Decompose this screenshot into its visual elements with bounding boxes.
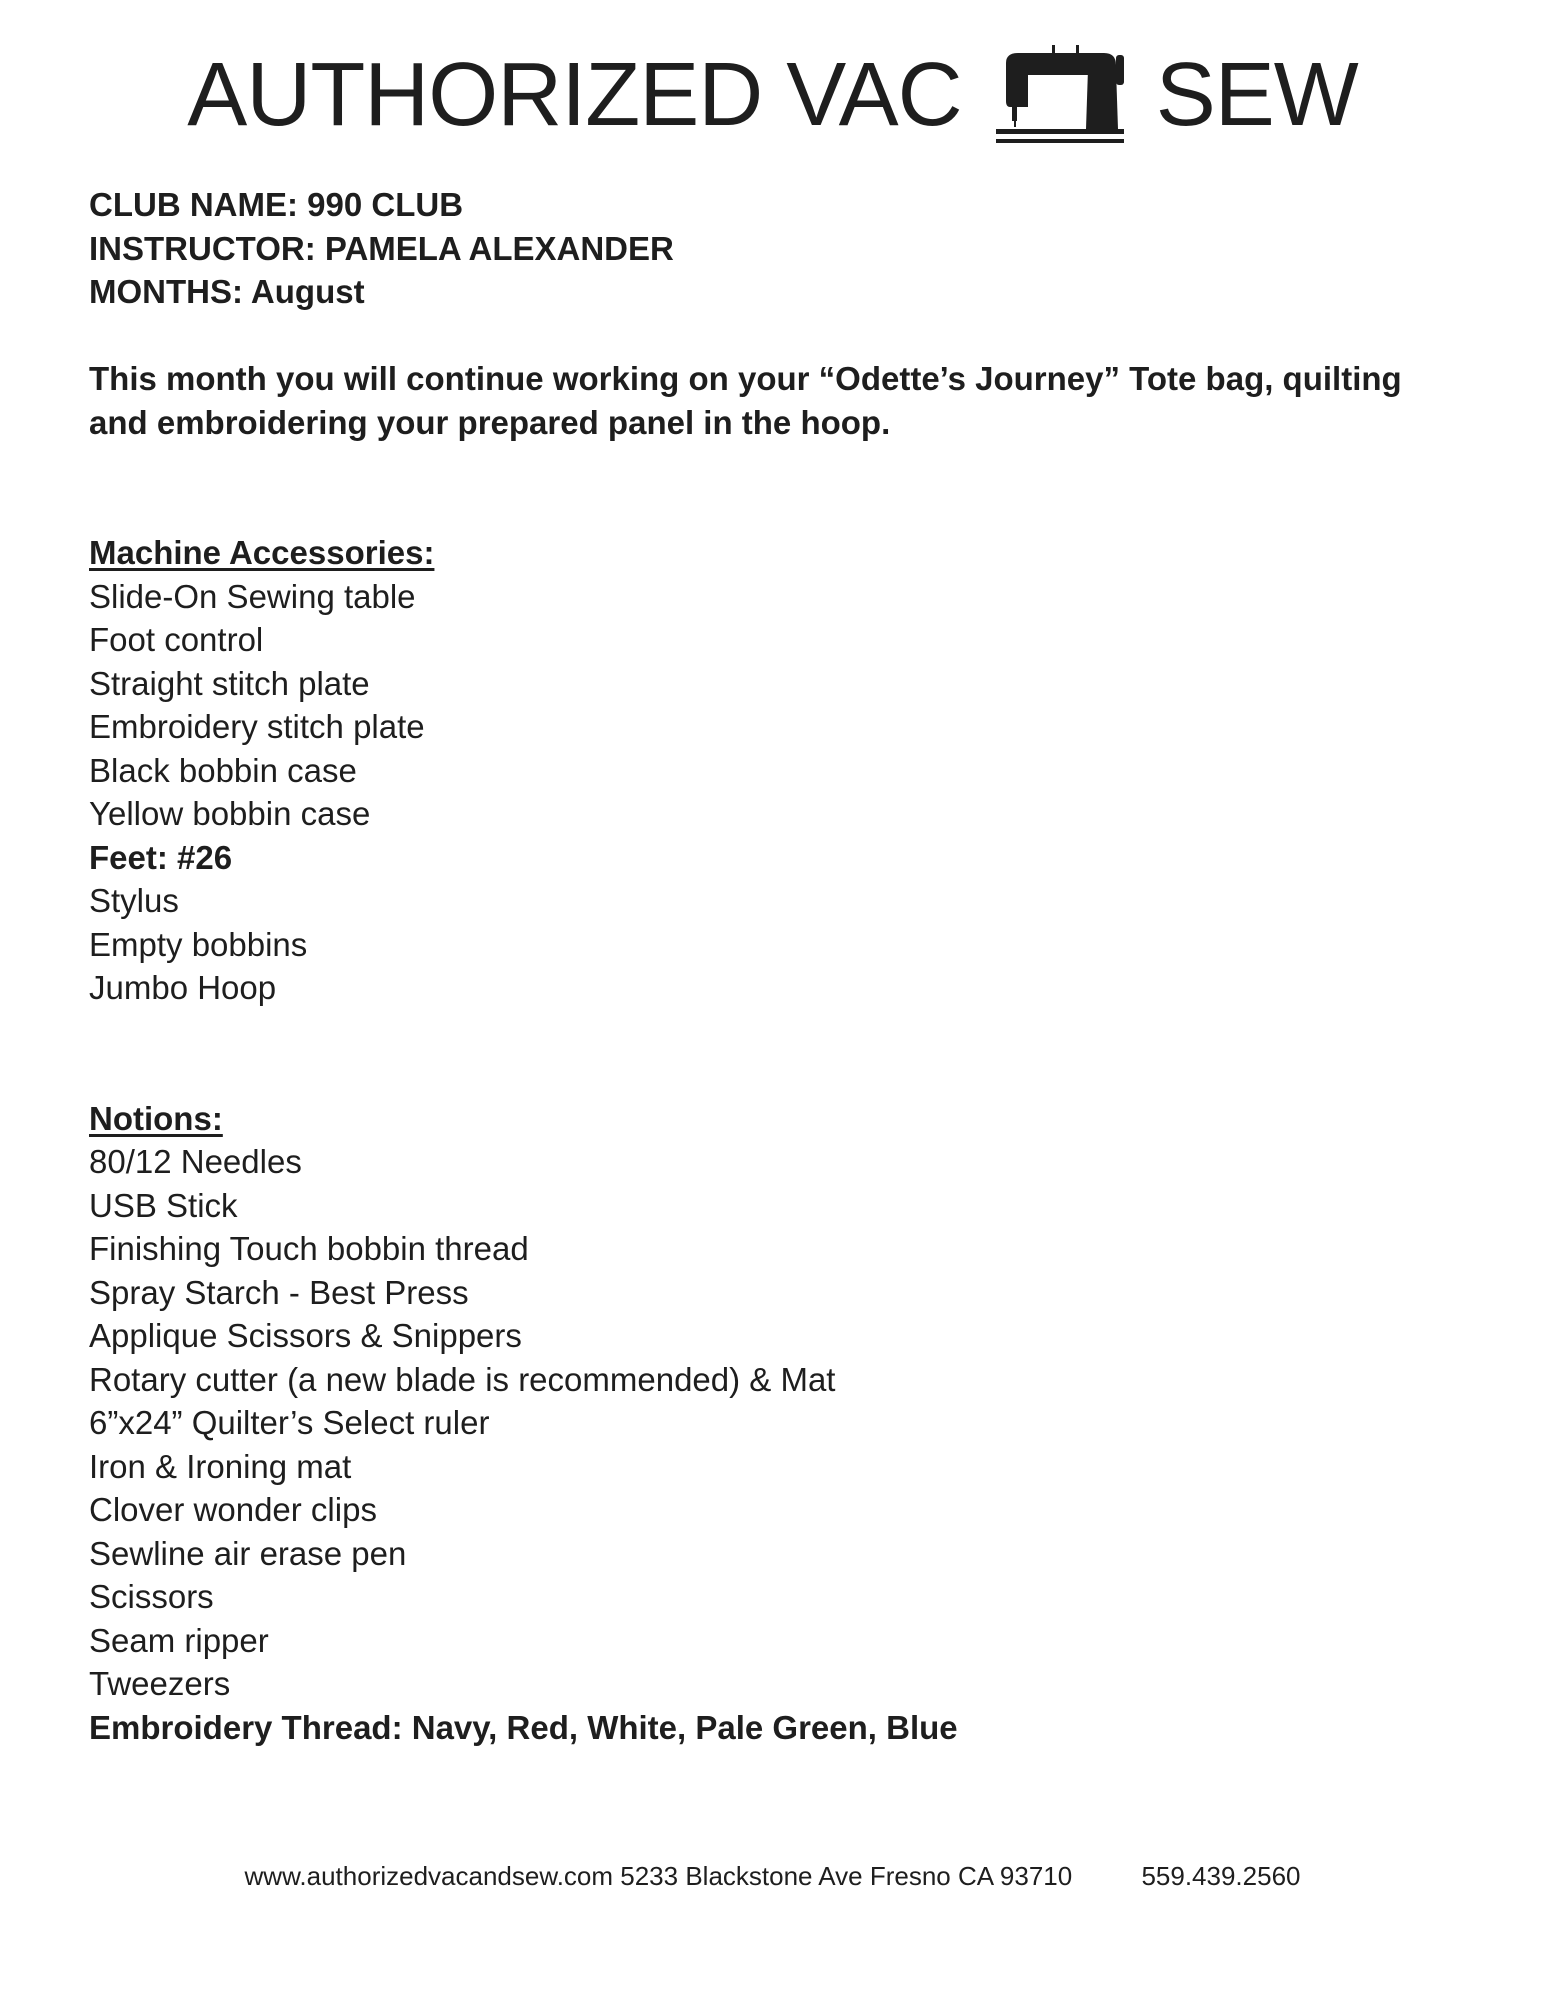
list-item: Spray Starch - Best Press (89, 1273, 469, 1311)
list-item: Empty bobbins (89, 925, 308, 963)
list-item: Applique Scissors & Snippers (89, 1317, 522, 1354)
club-name: CLUB NAME: 990 CLUB (89, 186, 464, 223)
notions-heading: Notions: (89, 1099, 223, 1137)
machine-accessories-list (89, 575, 1469, 1010)
logo-text-right: SEW (1155, 45, 1358, 145)
footer (0, 1858, 1545, 1894)
list-item: Feet: #26 (89, 838, 233, 876)
list-item: 80/12 Needles (89, 1143, 302, 1180)
logo-text-left: AUTHORIZED VAC (187, 45, 962, 145)
list-item: Finishing Touch bobbin thread (89, 1230, 529, 1267)
list-item: Tweezers (89, 1665, 231, 1702)
machine-accessories-heading: Machine Accessories: (89, 534, 435, 571)
notions-list (89, 1140, 1469, 1749)
footer-phone: 559.439.2560 (1141, 1861, 1301, 1891)
list-item: Black bobbin case (89, 751, 357, 789)
list-item: Iron & Ironing mat (89, 1447, 352, 1485)
months: MONTHS: August (89, 273, 365, 310)
list-item: Clover wonder clips (89, 1491, 377, 1528)
list-item: Straight stitch plate (89, 664, 370, 702)
list-item: Sewline air erase pen (89, 1534, 407, 1572)
list-item: Embroidery stitch plate (89, 708, 425, 745)
list-item: Jumbo Hoop (89, 969, 277, 1006)
list-item: 6”x24” Quilter’s Select ruler (89, 1404, 490, 1441)
list-item: Rotary cutter (a new blade is recommended) & Mat (89, 1360, 836, 1398)
brand-logo (0, 40, 1545, 150)
document-body (89, 183, 1469, 1749)
intro-paragraph: This month you will continue working on your “Odette’s Journey” Tote bag, quilting and embroidering your prepared panel in the hoop. (89, 360, 1402, 441)
list-item: USB Stick (89, 1186, 238, 1224)
list-item: Slide-On Sewing table (89, 577, 416, 615)
instructor: INSTRUCTOR: PAMELA ALEXANDER (89, 229, 674, 267)
list-item: Foot control (89, 621, 264, 658)
footer-address: www.authorizedvacandsew.com 5233 Blackstone Ave Fresno CA 93710 (244, 1861, 1073, 1891)
list-item: Yellow bobbin case (89, 795, 371, 832)
machine-accessories-section (89, 531, 1469, 1010)
sewing-machine-icon (992, 45, 1128, 145)
list-item: Seam ripper (89, 1621, 269, 1659)
list-item: Embroidery Thread: Navy, Red, White, Pale Green, Blue (89, 1708, 958, 1746)
list-item: Stylus (89, 882, 179, 919)
notions-section (89, 1097, 1469, 1750)
list-item: Scissors (89, 1578, 214, 1615)
